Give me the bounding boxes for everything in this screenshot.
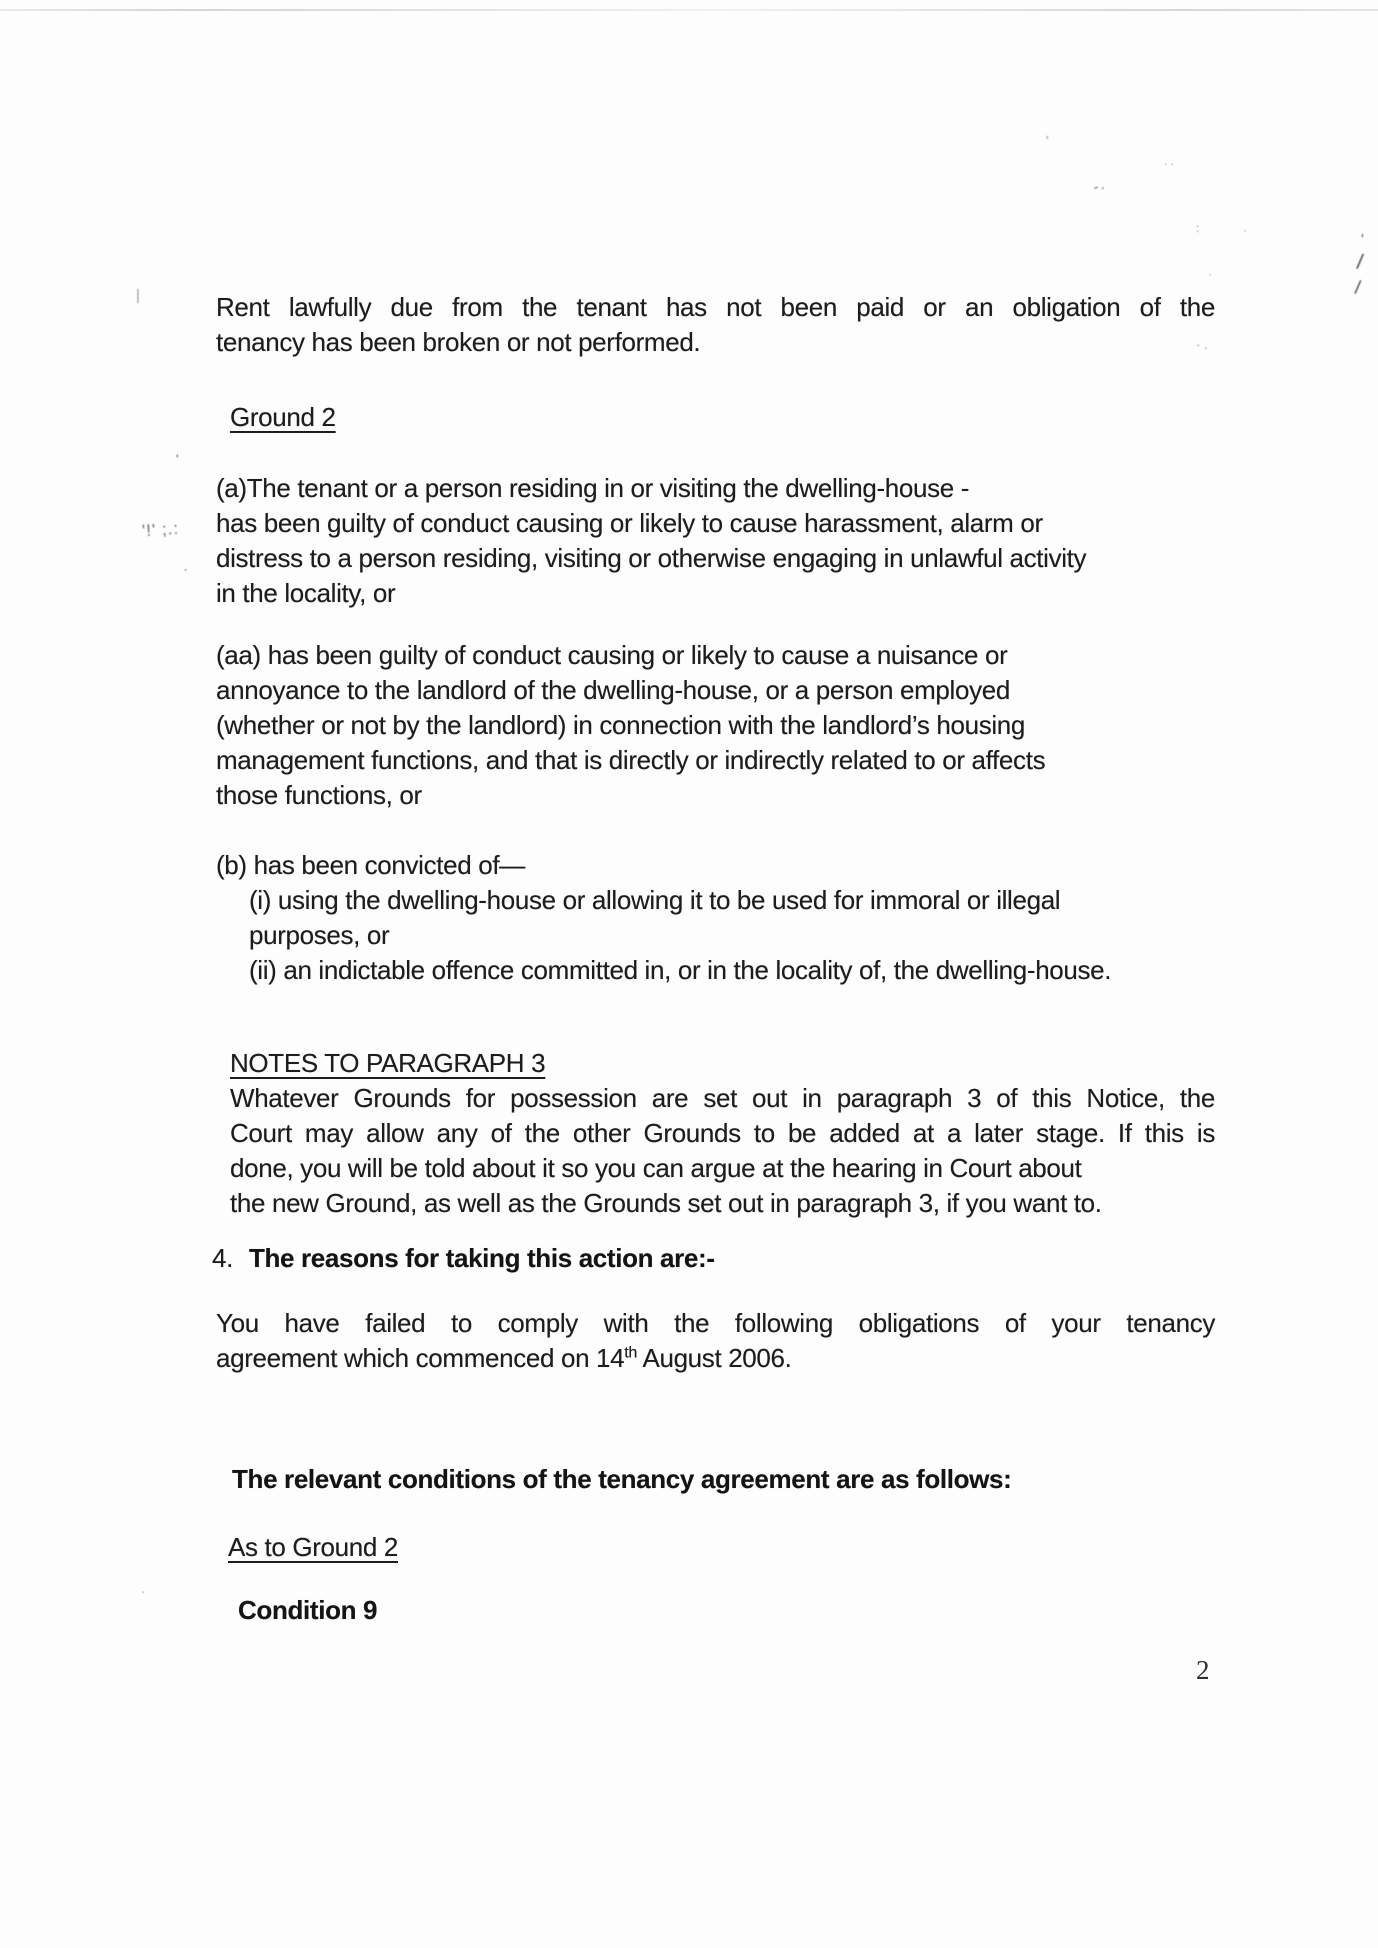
text-line: annoyance to the landlord of the dwelling-house, or a person employed	[216, 675, 1010, 705]
scan-artifact-speck: '	[1046, 133, 1049, 148]
text-line: (whether or not by the landlord) in connection with the landlord’s housing	[216, 710, 1026, 740]
text-line: (ii) an indictable offence committed in, or in the locality of, the dwelling-house.	[249, 955, 1112, 985]
scan-artifact-mark: '	[1361, 231, 1364, 248]
text-line: You have failed to comply with the following obligations of your tenancy	[216, 1308, 1215, 1338]
scan-artifact-speck: · .	[1196, 337, 1208, 352]
heading-as-to-ground-2	[228, 1530, 1215, 1565]
ordinal-suffix: th	[624, 1343, 638, 1362]
item-4-heading: The reasons for taking this action are:-	[248, 1243, 715, 1273]
text-line: (a)The tenant or a person residing in or visiting the dwelling-house -	[216, 473, 970, 503]
text-line: (b) has been convicted of—	[216, 850, 525, 880]
heading-ground-2-text: Ground 2	[230, 402, 336, 432]
scan-artifact-squiggle: -.	[1090, 175, 1108, 195]
paragraph-failed-to-comply	[216, 1306, 1215, 1376]
heading-notes-text: NOTES TO PARAGRAPH 3	[230, 1048, 546, 1078]
text-line: tenancy has been broken or not performed.	[216, 327, 701, 357]
text-line: the new Ground, as well as the Grounds set out in paragraph 3, if you want to.	[230, 1188, 1102, 1218]
text-line: purposes, or	[249, 920, 390, 950]
text-line: management functions, and that is directly or indirectly related to or affects	[216, 745, 1046, 775]
scan-artifact-sliver: |	[136, 287, 140, 304]
text-line: has been guilty of conduct causing or likely to cause harassment, alarm or	[216, 508, 1043, 538]
text-line: done, you will be told about it so you can argue at the hearing in Court about	[230, 1153, 1082, 1183]
text-line: those functions, or	[216, 780, 422, 810]
item-4-reasons	[212, 1241, 1215, 1276]
paragraph-ground-2b	[216, 848, 1215, 988]
scan-edge-line	[0, 9, 1378, 11]
scan-artifact-speck: ·	[1208, 267, 1212, 281]
page-number: 2	[1196, 1655, 1210, 1685]
document-body	[212, 290, 1215, 1628]
notes-to-paragraph-3	[230, 1046, 1215, 1221]
scan-artifact-speck: :	[1196, 221, 1200, 235]
scan-artifact-speck: . .	[1164, 154, 1175, 168]
paragraph-rent-due	[216, 290, 1215, 360]
item-4-number: 4.	[212, 1243, 233, 1273]
text-line: (aa) has been guilty of conduct causing or likely to cause a nuisance or	[216, 640, 1008, 670]
scan-artifact-tick: ·	[179, 561, 194, 577]
scan-artifact-slash: /	[1353, 277, 1362, 300]
heading-relevant-conditions: The relevant conditions of the tenancy agreement are as follows:	[232, 1464, 1012, 1494]
heading-ground-2	[230, 400, 1215, 435]
heading-notes	[230, 1046, 1215, 1081]
scan-artifact-tick: '	[176, 451, 179, 467]
paragraph-ground-2a	[216, 471, 1215, 611]
text-line: Rent lawfully due from the tenant has not been paid or an obligation of the	[216, 292, 1215, 322]
scan-artifact-margin-scribble: '!' ;.:	[141, 518, 180, 541]
text-segment: agreement which commenced on 14	[216, 1343, 625, 1373]
heading-as-to-ground-2-text: As to Ground 2	[228, 1532, 398, 1562]
scan-artifact-slash: /	[1355, 250, 1365, 275]
text-line: distress to a person residing, visiting or otherwise engaging in unlawful activity	[216, 543, 1087, 573]
text-line: Whatever Grounds for possession are set out in paragraph 3 of this Notice, the	[230, 1083, 1215, 1113]
text-line	[216, 1341, 1215, 1376]
paragraph-ground-2aa	[216, 638, 1215, 813]
heading-condition-9: Condition 9	[238, 1595, 378, 1625]
scan-artifact-speck: ·	[1243, 223, 1247, 237]
text-line: (i) using the dwelling-house or allowing it to be used for immoral or illegal	[249, 885, 1061, 915]
text-line: in the locality, or	[216, 578, 396, 608]
text-segment: August 2006.	[637, 1343, 792, 1373]
text-line: Court may allow any of the other Grounds to be added at a later stage. If this is	[230, 1118, 1215, 1148]
scan-artifact-speck: ·	[141, 1584, 146, 1599]
